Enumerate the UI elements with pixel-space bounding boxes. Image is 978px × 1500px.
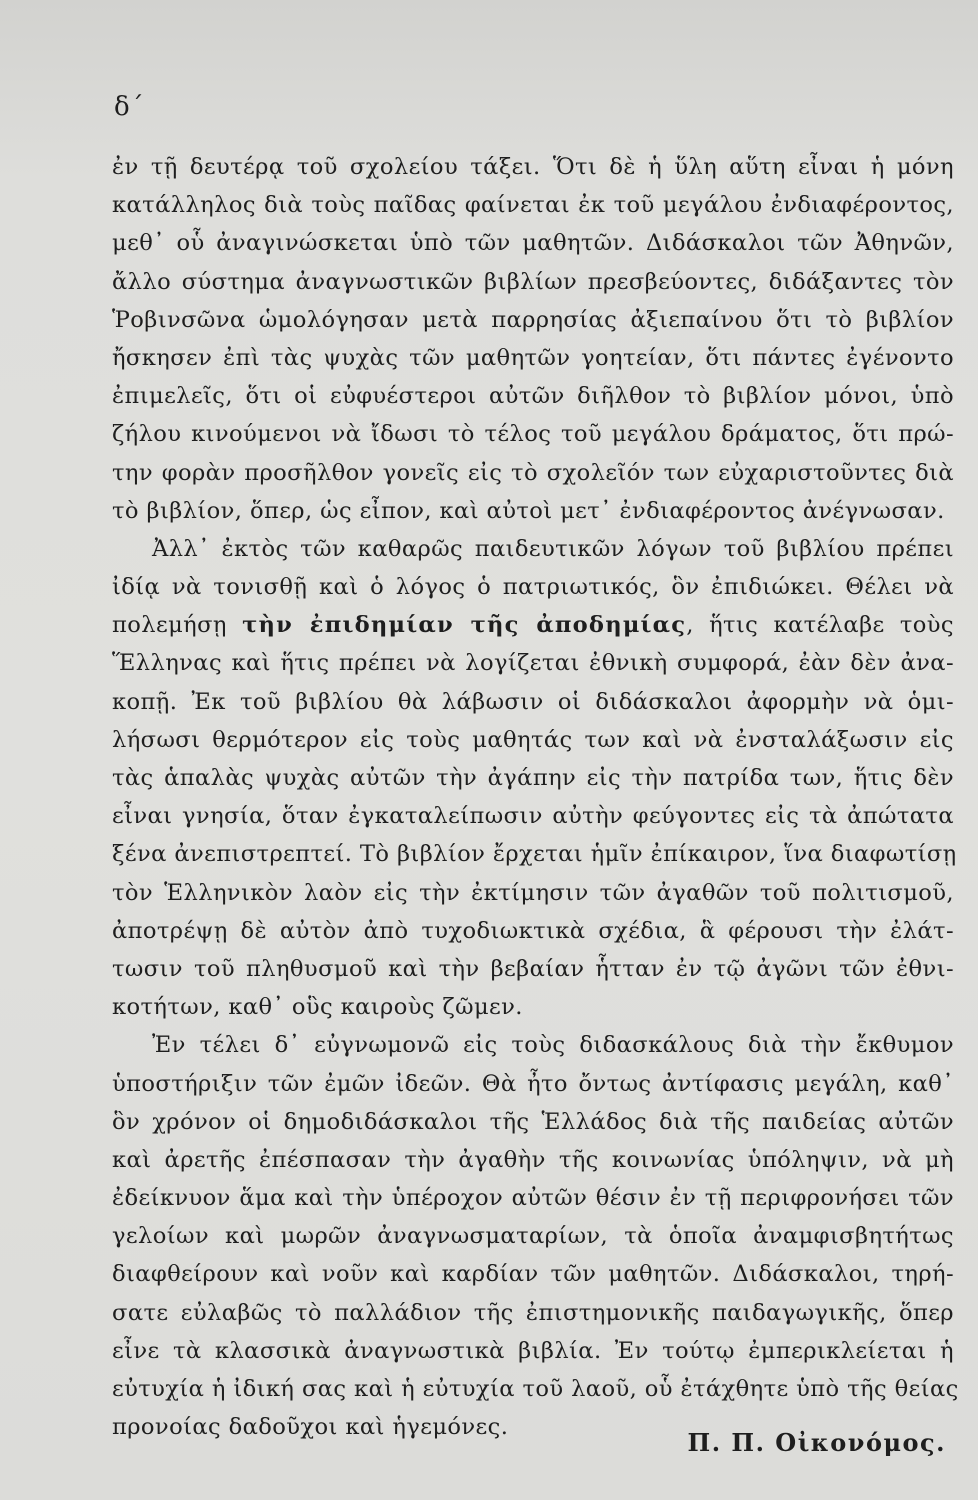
text-line: ἤσκησεν ἐπὶ τὰς ψυχὰς τῶν μαθητῶν γοητείαν, ὅτι πάντες ἐγένοντο <box>112 344 954 371</box>
text-line: την φορὰν προσῆλθον γονεῖς εἰς τὸ σχολεῖόν των εὐχαριστοῦντες διὰ <box>112 459 954 486</box>
text-line: ὑποστήριξιν τῶν ἐμῶν ἰδεῶν. Θὰ ἦτο ὄντως ἀντίφασις μεγάλη, καθ᾽ <box>112 1070 954 1097</box>
text-line: εὐτυχία ἡ ἰδική σας καὶ ἡ εὐτυχία τοῦ λαοῦ, οὗ ἐτάχθητε ὑπὸ τῆς θείας <box>112 1376 959 1402</box>
text-line: τὰς ἁπαλὰς ψυχὰς αὐτῶν τὴν ἀγάπην εἰς τὴν πατρίδα των, ἥτις δὲν <box>112 765 954 791</box>
text-line: ἀποτρέψῃ δὲ αὐτὸν ἀπὸ τυχοδιωκτικὰ σχέδια, ἃ φέρουσι τὴν ἐλάτ- <box>112 917 954 944</box>
text-line: διαφθείρουν καὶ νοῦν καὶ καρδίαν τῶν μαθητῶν. Διδάσκαλοι, τηρή- <box>112 1261 954 1288</box>
text-line: Ῥοβινσῶνα ὡμολόγησαν μετὰ παρρησίας ἀξιεπαίνου ὅτι τὸ βιβλίον <box>112 306 954 333</box>
text-line: ὃν χρόνον οἱ δημοδιδάσκαλοι τῆς Ἑλλάδος διὰ τῆς παιδείας αὐτῶν <box>112 1108 954 1135</box>
text-line: καὶ ἀρετῆς ἐπέσπασαν τὴν ἀγαθὴν τῆς κοινωνίας ὑπόληψιν, νὰ μὴ <box>112 1146 954 1173</box>
text-line: ἄλλο σύστημα ἀναγνωστικῶν βιβλίων πρεσβεύοντες, διδάξαντες τὸν <box>112 268 954 295</box>
text-line: κοτήτων, καθ᾽ οὓς καιροὺς ζῶμεν. <box>112 994 523 1021</box>
text-line: πολεμήσῃ τὴν ἐπιδημίαν τῆς ἀποδημίας, ἥτις κατέλαβε τοὺς <box>112 612 954 639</box>
text-line: γελοίων καὶ μωρῶν ἀναγνωσματαρίων, τὰ ὁποῖα ἀναμφισβητήτως <box>112 1223 954 1250</box>
text-line: τὸν Ἑλληνικὸν λαὸν εἰς τὴν ἐκτίμησιν τῶν ἀγαθῶν τοῦ πολιτισμοῦ, <box>112 879 954 906</box>
text-line: σατε εὐλαβῶς τὸ παλλάδιον τῆς ἐπιστημονικῆς παιδαγωγικῆς, ὅπερ <box>112 1299 954 1326</box>
text-line: ἐδείκνυον ἅμα καὶ τὴν ὑπέροχον αὐτῶν θέσιν ἐν τῇ περιφρονήσει τῶν <box>112 1185 954 1212</box>
text-line: ἐπιμελεῖς, ὅτι οἱ εὐφυέστεροι αὐτῶν διῆλθον τὸ βιβλίον μόνοι, ὑπὸ <box>112 383 954 410</box>
text-line: Ἀλλ᾽ ἐκτὸς τῶν καθαρῶς παιδευτικῶν λόγων τοῦ βιβλίου πρέπει <box>152 535 954 562</box>
text-line: τωσιν τοῦ πληθυσμοῦ καὶ τὴν βεβαίαν ἧτταν ἐν τῷ ἀγῶνι τῶν ἐθνι- <box>112 955 954 982</box>
text-line: μεθ᾽ οὗ ἀναγινώσκεται ὑπὸ τῶν μαθητῶν. Διδάσκαλοι τῶν Ἀθηνῶν, <box>112 230 954 257</box>
author-signature: Π. Π. Οἰκονόμος. <box>687 1428 946 1457</box>
body-text <box>112 148 959 1446</box>
text-line: ζήλου κινούμενοι νὰ ἴδωσι τὸ τέλος τοῦ μεγάλου δράματος, ὅτι πρώ- <box>112 421 954 448</box>
text-line: Ἕλληνας καὶ ἥτις πρέπει νὰ λογίζεται ἐθνικὴ συμφορά, ἐὰν δὲν ἀνα- <box>112 650 954 677</box>
text-line: προνοίας δαδοῦχοι καὶ ἡγεμόνες. <box>112 1414 509 1441</box>
page-number: δ΄ <box>114 92 145 122</box>
text-line: Ἐν τέλει δ᾽ εὐγνωμονῶ εἰς τοὺς διδασκάλους διὰ τὴν ἔκθυμον <box>152 1032 954 1059</box>
emphasized-phrase: τὴν ἐπιδημίαν τῆς ἀποδημίας <box>242 612 687 639</box>
text-line: κοπῇ. Ἐκ τοῦ βιβλίου θὰ λάβωσιν οἱ διδάσκαλοι ἀφορμὴν νὰ ὁμι- <box>112 688 954 715</box>
text-line: εἶνε τὰ κλασσικὰ ἀναγνωστικὰ βιβλία. Ἐν τούτῳ ἐμπερικλείεται ἡ <box>112 1337 954 1364</box>
text-line: ἰδίᾳ νὰ τονισθῇ καὶ ὁ λόγος ὁ πατριωτικός, ὃν ἐπιδιώκει. Θέλει νὰ <box>112 574 954 601</box>
text-line: ἐν τῇ δευτέρᾳ τοῦ σχολείου τάξει. Ὅτι δὲ ἡ ὕλη αὕτη εἶναι ἡ μόνη <box>112 154 954 180</box>
text-line: κατάλληλος διὰ τοὺς παῖδας φαίνεται ἐκ τοῦ μεγάλου ἐνδιαφέροντος, <box>112 192 954 219</box>
text-line: ξένα ἀνεπιστρεπτεί. Τὸ βιβλίον ἔρχεται ἡμῖν ἐπίκαιρον, ἵνα διαφωτίσῃ <box>112 841 957 868</box>
text-line: τὸ βιβλίον, ὅπερ, ὡς εἶπον, καὶ αὐτοὶ μετ᾽ ἐνδιαφέροντος ἀνέγνωσαν. <box>112 497 945 524</box>
text-line: λήσωσι θερμότερον εἰς τοὺς μαθητάς των καὶ νὰ ἐνσταλάξωσιν εἰς <box>112 726 954 753</box>
text-line: εἶναι γνησία, ὅταν ἐγκαταλείπωσιν αὐτὴν φεύγοντες εἰς τὰ ἀπώτατα <box>112 803 954 830</box>
